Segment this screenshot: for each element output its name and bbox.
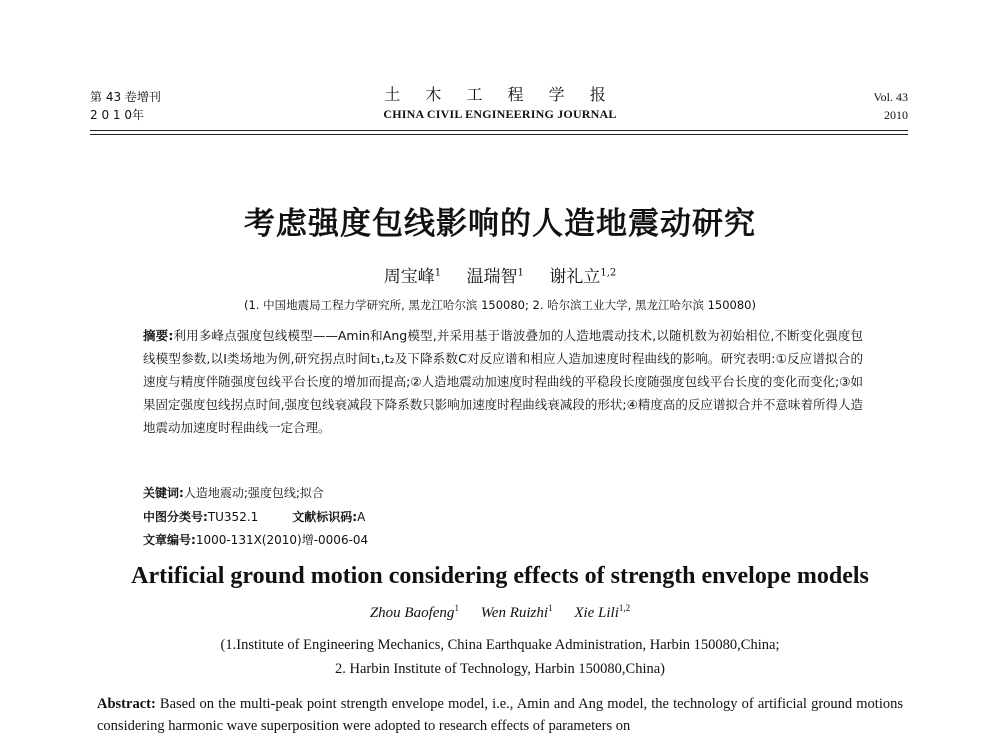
author-en: Zhou Baofeng$^1$ xyxy=(369,603,459,621)
clc-label: 中图分类号: xyxy=(143,510,208,524)
header-right xyxy=(874,88,908,124)
keywords-line xyxy=(143,484,324,501)
journal-title-cn: 土 木 工 程 学 报 xyxy=(384,85,616,104)
article-no-label: 文章编号: xyxy=(143,533,196,547)
abstract-en-label: Abstract: xyxy=(97,696,156,712)
abstract-cn xyxy=(143,324,863,439)
affiliation-cn: (1. 中国地震局工程力学研究所, 黑龙江哈尔滨 150080; 2. 哈尔滨工业大学, 黑龙江哈尔滨 150080) xyxy=(244,298,756,312)
author-cn: 温瑞智$^1$ xyxy=(466,267,524,287)
authors-cn xyxy=(0,262,1000,287)
article-number-line xyxy=(143,531,368,548)
keywords-label: 关键词: xyxy=(143,486,184,500)
abstract-cn-text: 利用多峰点强度包线模型——Amin和Ang模型,并采用基于谐波叠加的人造地震动技术,以随机数为初始相位,不断变化强度包线模型参数,以Ⅰ类场地为例,研究拐点时间t₁,t₂及下降系数C对反应谱和相应人造加速度时程曲线的影响。研究表明:①反应谱拟合的速度与精度伴随强度包线平台长度的增加而提高;②人造地震动加速度时程曲线的平稳段长度随强度包线平台长度的变化而变化;③如果固定强度包线拐点时间,强度包线衰减段下降系数只影响加速度时程曲线衰减段的形状;④精度高的反应谱拟合并不意味着所得人造地震动加速度时程曲线一定合理。 xyxy=(143,328,864,435)
header-rule-top xyxy=(90,130,908,131)
year-en: 2010 xyxy=(884,108,908,122)
header-rule-bottom xyxy=(90,134,908,135)
author-en: Wen Ruizhi$^1$ xyxy=(480,603,553,621)
classification-line xyxy=(143,508,365,525)
abstract-en-text: Based on the multi-peak point strength envelope model, i.e., Amin and Ang model, the technology of artificial ground motions considering harmonic wave superposition were adopted to research effects of parameters on xyxy=(97,696,903,734)
author-cn: 周宝峰$^1$ xyxy=(383,267,442,287)
affiliation-en xyxy=(0,633,1000,681)
header-center xyxy=(0,84,1000,122)
article-no-value: 1000-131X(2010)增-0006-04 xyxy=(195,533,369,547)
volume-en: Vol. 43 xyxy=(873,90,908,104)
abstract-en xyxy=(97,693,903,737)
authors-en xyxy=(0,603,1000,622)
clc-value: TU352.1 xyxy=(207,510,259,524)
affiliation-en-line-1: (1.Institute of Engineering Mechanics, China Earthquake Administration, Harbin 150080,China; xyxy=(220,637,780,653)
author-cn: 谢礼立$^{1,2}$ xyxy=(549,267,617,287)
keywords-text: 人造地震动;强度包线;拟合 xyxy=(183,486,324,500)
doc-code-label: 文献标识码: xyxy=(292,510,358,524)
author-en: Xie Lili$^{1,2}$ xyxy=(574,603,631,621)
paper-title-en: Artificial ground motion considering effects of strength envelope models xyxy=(131,563,869,589)
year-cn: 2 0 1 0年 xyxy=(90,108,144,122)
affiliation-en-line-2: 2. Harbin Institute of Technology, Harbin 150080,China) xyxy=(334,661,665,677)
journal-title-en: CHINA CIVIL ENGINEERING JOURNAL xyxy=(383,107,617,121)
abstract-cn-label: 摘要: xyxy=(143,328,174,343)
doc-code-value: A xyxy=(357,510,366,524)
paper-title-cn: 考虑强度包线影响的人造地震动研究 xyxy=(244,206,756,242)
volume-cn: 第 43 卷增刊 xyxy=(90,90,161,104)
